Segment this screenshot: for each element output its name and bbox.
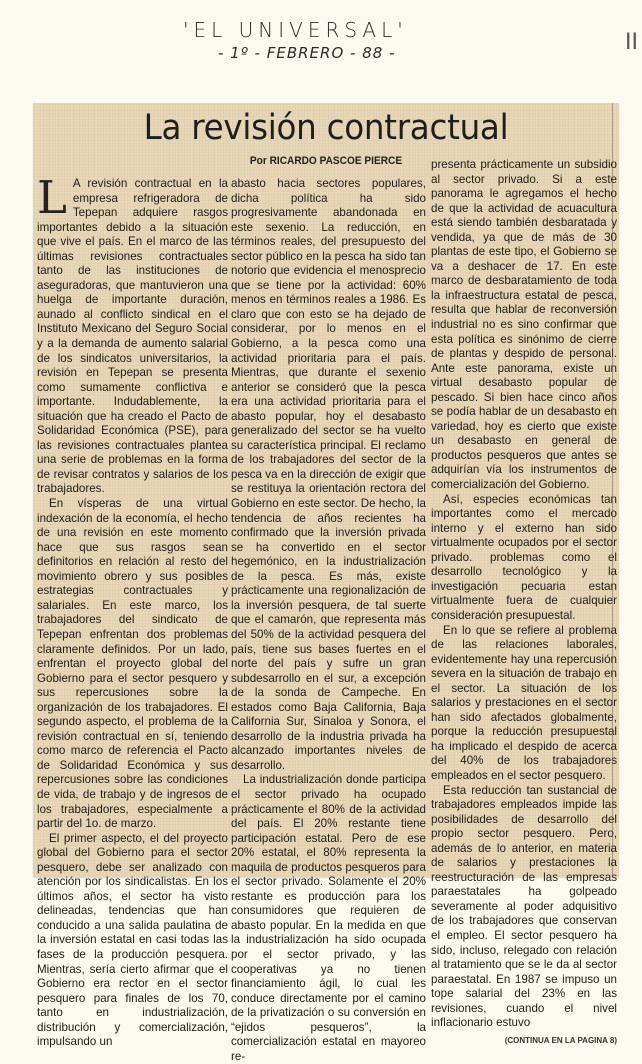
article-paragraph: presenta prácticamente un subsidio al sector privado. Si a este panorama le agregamos el hecho de que la actividad de acuacultura está siendo también desbaratada y vendida, ya que de más de 30 plantas de este tipo, el Gobierno se va a deshacer de 17. En este marco de desbaratamiento de toda la infraestructura estatal de pesca, resulta que hablar de reconversión industrial no es sino confirmar que esta política es sinónimo de cierre de plantas y despido de personal. Ante este panorama, existe un virtual desabasto popular de pescado. Si bien hace cinco años se podía hablar de un desabasto en variedad, hoy es cierto que existe un desabasto en general de productos pesqueros que antes se adquirían vía los instrumentos de comercialización del Gobierno. — [431, 158, 617, 492]
article-column-2 — [231, 177, 426, 1064]
article-title: La revisión contractual — [143, 108, 509, 148]
article-paragraph: abasto hacia sectores populares, dicha política ha sido progresivamente abandonada en este sexenio. La reducción, en términos reales, del presupuesto del sector público en la pesca ha sido tan notorio que evidencia el menosprecio que se tiene por la actividad: 60% menos en términos reales a 1986. Es claro que con esto se ha dejado de considerar, por lo menos en el Gobierno, a la pesca como una actividad prioritaria para el país. Mientras, que durante el sexenio anterior se consideró que la pesca era una actividad prioritaria para el abasto popular, hoy el desabasto generalizado del sector se ha vuelto su característica principal. El reclamo de los trabajadores del sector de la pesca va en la dirección de exigir que se restituya la orientación rectora del Gobierno en este sector. De hecho, la tendencia de años recientes ha confirmado que la inversión privada se ha convertido en el sector hegemónico, en la industrialización de la pesca. Es más, existe prácticamente una regionalización de la inversión pesquera, de tal suerte que el camarón, que representa más del 50% de la actividad pesquera del país, tiene sus bases fuertes en el norte del país y sufre un gran subdesarrollo en el sur, a excepción de la sonda de Campeche. En estados como Baja California, Baja California Sur, Sinaloa y Sonora, el desarrollo de la industria privada ha alcanzado importantes niveles de desarrollo. — [231, 177, 426, 772]
drop-cap: L — [37, 171, 67, 224]
article-paragraph: En vísperas de una virtual indexación de la economía, el hecho de una revisión en este momento hace que sus rasgos sean definitorios en relación al resto del movimiento obrero y sus posibles estrategias contractuales y salariales. En este marco, los trabajadores del sindicato de Tepepan enfrentan dos problemas claramente definidos. Por un lado, enfrentan el proyecto global del Gobierno para el sector pesquero y sus repercusiones sobre la organización de los trabajadores. El segundo aspecto, el problema de la revisión contractual en sí, teniendo como marco de referencia el Pacto de Solidaridad Económica y sus repercusiones sobre las condiciones de vida, de trabajo y de ingresos de los trabajadores, especialmente a partir del 1o. de marzo. — [37, 497, 228, 831]
article-paragraph: El primer aspecto, el del proyecto global del Gobierno para el sector pesquero, debe ser analizado con atención por los sindicalistas. En los últimos años, el sector ha visto delineadas, tendencias que han conducido a una salida paulatina de la inversión estatal en casi todas las fases de la producción pesquera. Mientras, sería cierto afirmar que el Gobierno era rector en el sector pesquero para finales de los 70, tanto en industrialización, distribución y comercialización, impulsando un — [37, 831, 228, 1049]
article-paragraph: En lo que se refiere al problema de las relaciones laborales, evidentemente hay una repercusión severa en la situación de trabajo en el sector. La situación de los salarios y prestaciones en el sector han sido afectados globalmente, porque la reducción presupuestal ha implicado el despido de acerca del 40% de los trabajadores empleados en el sector pesquero. — [431, 623, 617, 782]
handwritten-newspaper-name: 'EL UNIVERSAL' — [183, 18, 408, 42]
article-column-3 — [431, 158, 617, 1048]
newspaper-clipping — [33, 103, 619, 1063]
article-paragraph: Esta reducción tan sustancial de trabajadores empleados impide las posibilidades de desarrollo del propio sector pesquero. Pero, además de lo anterior, en materia de salarios y prestaciones la reestructuración de las empresas paraestatales ha golpeado severamente al poder adquisitivo de los trabajadores que conservan el empleo. El sector pesquero ha sido, incluso, relegado con relación al tratamiento que se le da al sector paraestatal. En 1987 se impuso un tope salarial del 23% en las revisiones, cuando el nivel inflacionario estuvo — [431, 783, 617, 1030]
handwritten-date: - 1º - FEBRERO - 88 - — [218, 44, 396, 62]
article-byline: Por RICARDO PASCOE PIERCE — [249, 155, 403, 167]
handwritten-page-mark: II — [625, 30, 638, 55]
article-paragraph: Así, especies económicas tan importantes como el mercado interno y el externo han sido virtualmente ocupados por el sector privado. problemas como el desarrollo tecnológico y la investigación pecuaria estan virtualmente fuera de cualquier consideración presupuestal. — [431, 492, 617, 622]
article-paragraph: La industrialización donde participa el sector privado ha ocupado prácticamente el 80% de la actividad del país. El 20% restante tiene participación estatal. Pero de ese 20% estatal, el 80% representa la maquila de productos pesqueros para el sector privado. Solamente el 20% restante es producción para los consumidores que requieren de abasto popular. En la medida en que la industrialización ha sido ocupada por el sector privado, y las cooperativas ya no tienen financiamiento ágil, lo cual les conduce directamente por el camino de la privatización o su conversión en “ejidos pesqueros”, la comercialización estatal en mayoreo re- — [231, 773, 426, 1063]
continuation-note: (CONTINUA EN LA PAGINA 8) — [504, 1035, 617, 1045]
article-paragraph: L A revisión contractual en la empresa refrigeradora de Tepepan adquiere rasgos importantes debido a la situación que vive el país. En el marco de las últimas revisiones contractuales tanto de las instituciones de aseguradoras, que mantuvieron una huelga de importante duración, aunado al conflicto sindical en el Instituto Mexicano del Seguro Social y a la demanda de aumento salarial de los sindicatos universitarios, la revisión en Tepepan se presenta como sumamente conflictiva e importante. Indudablemente, la situación que ha creado el Pacto de Solidaridad Económica (PSE), para las revisiones contractuales plantea una serie de problemas en la forma de revisar contratos y salarios de los trabajadores. — [37, 171, 228, 496]
article-column-1 — [33, 171, 228, 1050]
